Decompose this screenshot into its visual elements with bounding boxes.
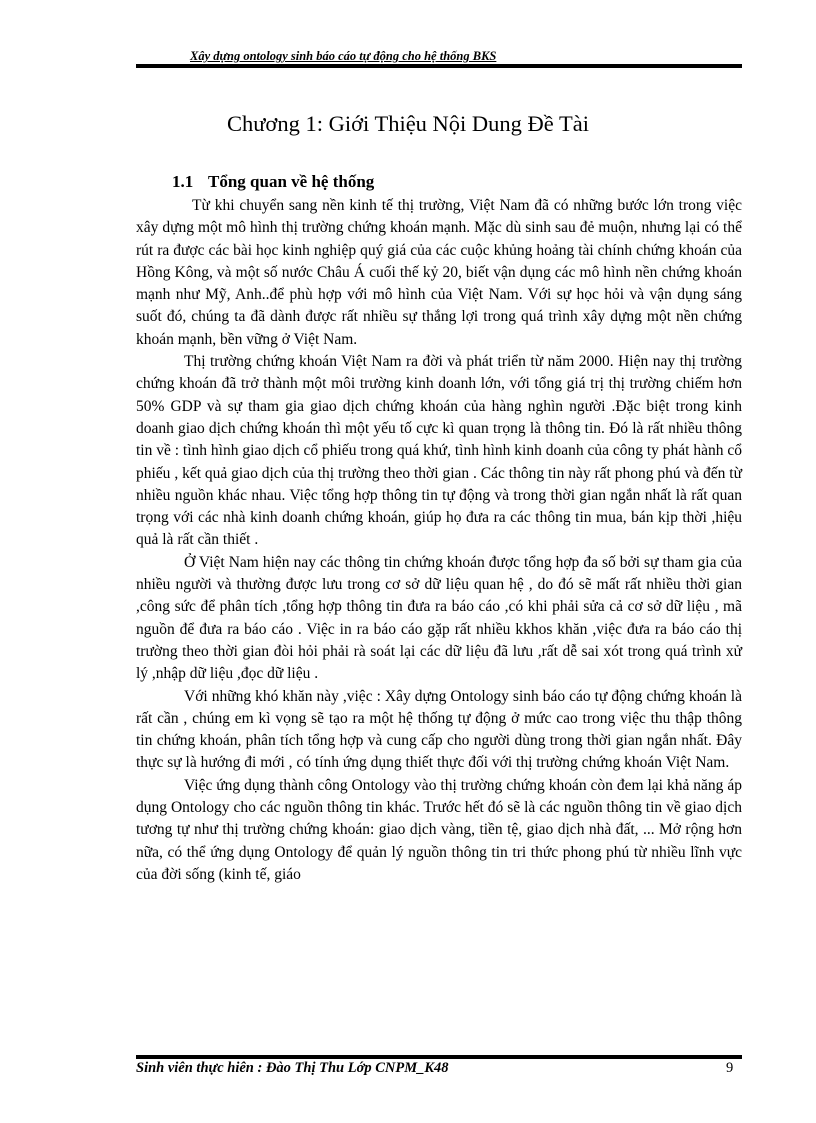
paragraph: Thị trường chứng khoán Việt Nam ra đời và phát triển từ năm 2000. Hiện nay thị trường chứng khoán đã trở thành một môi trường kinh doanh lớn, với tổng giá trị thị trường chiếm hơn 50% GDP và sự tham gia giao dịch chứng khoán của hàng nghìn người .Đặc biệt trong kinh doanh giao dịch chứng khoán thì một yếu tố cực kì quan trọng là thông tin. Đó là rất nhiều thông tin về : tình hình giao dịch cổ phiếu trong quá khứ, tình hình kinh doanh của công ty phát hành cổ phiếu , kết quả giao dịch của thị trường theo thời gian . Các thông tin này rất phong phú và đến từ nhiều nguồn khác nhau. Việc tổng hợp thông tin tự động và trong thời gian ngắn nhất là rất quan trọng với các nhà kinh doanh chứng khoán, giúp họ đưa ra các thông tin mua, bán kịp thời ,hiệu quả là rất cần thiết . — [136, 353, 742, 549]
section-heading — [172, 172, 374, 192]
running-header-title: Xây dựng ontology sinh báo cáo tự động cho hệ thống BKS — [190, 49, 497, 63]
paragraph: Ở Việt Nam hiện nay các thông tin chứng khoán được tổng hợp đa số bởi sự tham gia của nhiều người và thường được lưu trong cơ sở dữ liệu quan hệ , do đó sẽ mất rất nhiều thời gian ,công sức để phân tích ,tổng hợp thông tin đưa ra báo cáo ,có khi phải sửa cả cơ sở dữ liệu , mã nguồn để đưa ra báo cáo . Việc in ra báo cáo gặp rất nhiều kkhos khăn ,việc đưa ra báo cáo thị trường theo thời gian đòi hỏi phải rà soát lại các dữ liệu đã lưu ,rất dễ sai xót trong quá trình xử lý ,nhập dữ liệu ,đọc dữ liệu . — [136, 553, 742, 683]
paragraph: Với những khó khăn này ,việc : Xây dựng Ontology sinh báo cáo tự động chứng khoán là rất cần , chúng em kì vọng sẽ tạo ra một hệ thống tự động ở mức cao trong việc thu thập thông tin chứng khoán, phân tích tổng hợp và cung cấp cho người dùng trong thời gian ngắn nhất. Đây thực sự là hướng đi mới , có tính ứng dụng thiết thực đối với thị trường chứng khoán Việt Nam. — [136, 687, 742, 772]
body-text — [136, 195, 742, 886]
section-title: Tổng quan về hệ thống — [208, 172, 375, 191]
chapter-title: Chương 1: Giới Thiệu Nội Dung Đề Tài — [226, 111, 589, 136]
section-number: 1.1 — [172, 172, 194, 191]
header-rule — [136, 64, 742, 68]
paragraph: Từ khi chuyển sang nền kinh tế thị trường, Việt Nam đã có những bước lớn trong việc xây dựng một mô hình thị trường chứng khoán mạnh. Mặc dù sinh sau đẻ muộn, nhưng lại có thể rút ra được các bài học kinh nghiệp quý giá của các cuộc khủng hoảng tài chính chứng khoán của Hồng Kông, và một số nước Châu Á cuối thế kỷ 20, biết vận dụng các mô hình nền chứng khoán mạnh như Mỹ, Anh..để phù hợp với mô hình của Việt Nam. Với sự học hỏi và vận dụng sáng suốt đó, chúng ta đã dành được rất nhiều sự thắng lợi trong quá trình xây dựng một nền chứng khoán mạnh, bền vững ở Việt Nam. — [136, 197, 742, 348]
page-number: 9 — [726, 1060, 734, 1076]
paragraph: Việc ứng dụng thành công Ontology vào thị trường chứng khoán còn đem lại khả năng áp dụng Ontology cho các nguồn thông tin khác. Trước hết đó sẽ là các nguồn thông tin về giao dịch tương tự như thị trường chứng khoán: giao dịch vàng, tiền tệ, giao dịch nhà đất, ... Mở rộng hơn nữa, có thể ứng dụng Ontology để quản lý nguồn thông tin tri thức phong phú từ nhiều lĩnh vực của đời sống (kinh tế, giáo — [136, 776, 742, 883]
footer-author: Sinh viên thực hiên : Đào Thị Thu Lớp CNPM_K48 — [136, 1060, 449, 1076]
footer-rule — [136, 1055, 742, 1059]
